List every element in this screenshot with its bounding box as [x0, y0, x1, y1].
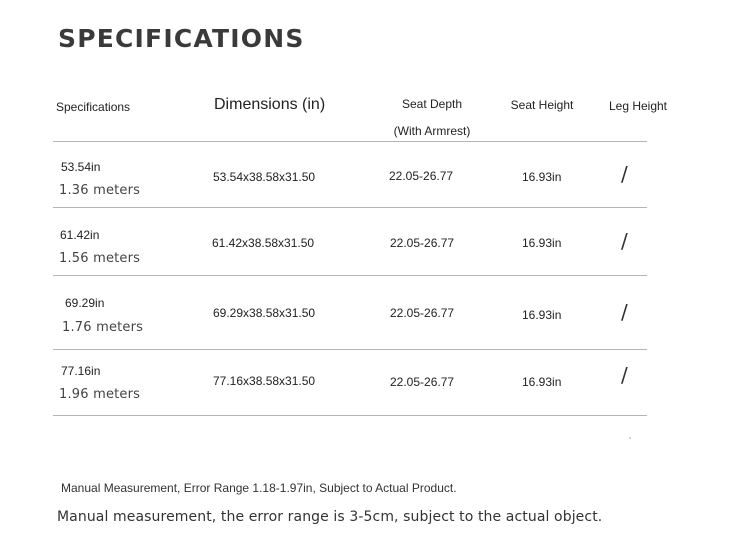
row-size-meters: 1.56 meters: [59, 251, 141, 266]
row-seat-height: 16.93in: [522, 375, 562, 389]
row-seat-depth: 22.05-26.77: [390, 236, 455, 250]
header-seat-depth: [390, 93, 474, 142]
row-seat-height: 16.93in: [522, 170, 562, 184]
row-size-meters: 1.76 meters: [62, 320, 144, 335]
row-dimensions: 77.16x38.58x31.50: [213, 374, 316, 388]
row-dimensions: 69.29x38.58x31.50: [213, 306, 316, 320]
row-leg-height: /: [621, 162, 628, 186]
row-leg-height: /: [621, 363, 628, 387]
row-leg-height: /: [621, 300, 628, 324]
header-dimensions: Dimensions (in): [214, 96, 326, 113]
row-seat-height: 16.93in: [522, 308, 562, 322]
measurement-note-long: Manual measurement, the error range is 3-5cm, subject to the actual object.: [57, 509, 603, 525]
row-dimensions: 61.42x38.58x31.50: [212, 236, 315, 250]
measurement-note-short: Manual Measurement, Error Range 1.18-1.97in, Subject to Actual Product.: [61, 481, 457, 495]
header-seat-height: Seat Height: [510, 98, 574, 112]
row-size-in: 61.42in: [60, 228, 100, 242]
row-size-in: 53.54in: [61, 160, 101, 174]
row-seat-height: 16.93in: [522, 236, 562, 250]
page-title: SPECIFICATIONS: [58, 24, 305, 53]
row-seat-depth: 22.05-26.77: [390, 306, 455, 320]
row-size-in: 69.29in: [65, 296, 105, 310]
header-leg-height: Leg Height: [608, 99, 668, 113]
row-dimensions: 53.54x38.58x31.50: [213, 170, 316, 184]
row-leg-height: /: [621, 229, 628, 253]
row-seat-depth: 22.05-26.77: [390, 375, 455, 389]
header-seat-depth-line2: (With Armrest): [393, 124, 471, 138]
stray-dot: [629, 437, 631, 439]
row-size-meters: 1.96 meters: [59, 387, 141, 402]
header-specifications: Specifications: [56, 100, 131, 114]
row-size-in: 77.16in: [61, 364, 101, 378]
row-size-meters: 1.36 meters: [59, 183, 141, 198]
row-seat-depth: 22.05-26.77: [389, 169, 454, 183]
header-seat-depth-line1: Seat Depth: [401, 97, 463, 111]
